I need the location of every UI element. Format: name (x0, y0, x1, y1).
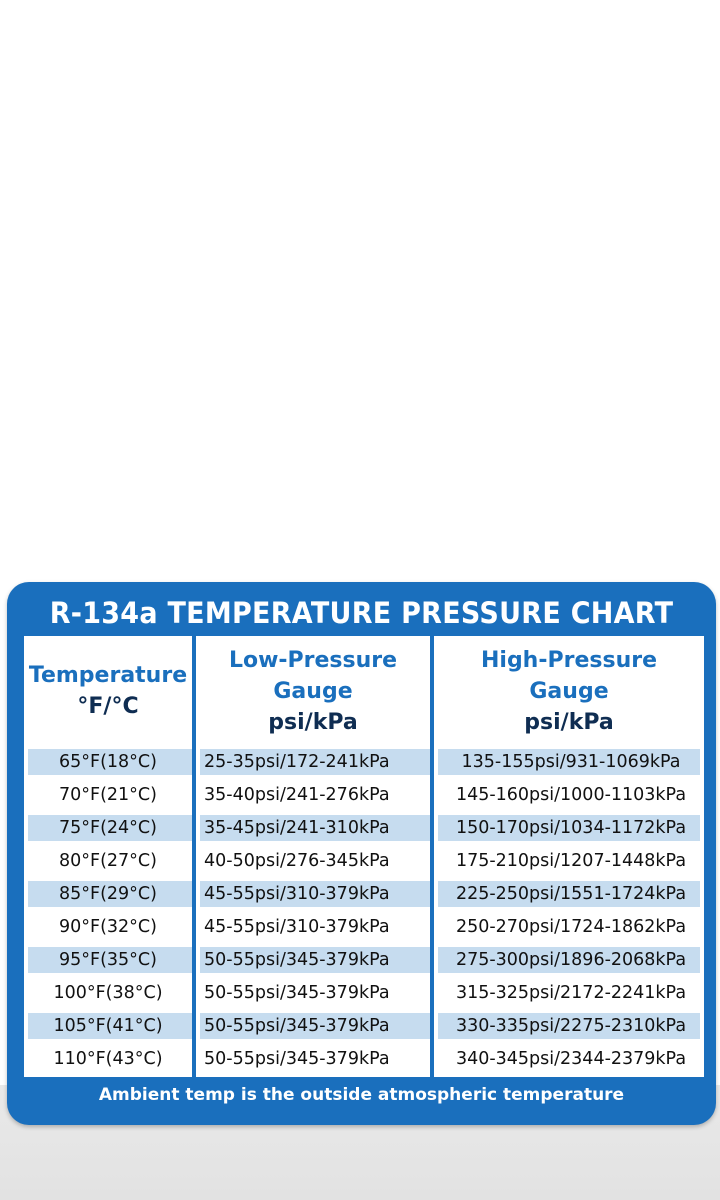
high-pressure-cell: 330-335psi/2275-2310kPa (455, 1016, 687, 1036)
high-pressure-header-gauge: Gauge (529, 678, 609, 704)
pressure-table (24, 636, 704, 1077)
high-pressure-column-header (434, 636, 704, 746)
high-pressure-cell: 225-250psi/1551-1724kPa (455, 884, 687, 904)
footer-note: Ambient temp is the outside atmospheric temperature (98, 1085, 625, 1105)
column-divider (192, 636, 196, 1077)
high-pressure-header-units: psi/kPa (524, 709, 614, 735)
low-pressure-cell: 50-55psi/345-379kPa (204, 983, 390, 1003)
high-pressure-header-label: High-Pressure (480, 647, 657, 673)
column-divider (430, 636, 434, 1077)
high-pressure-cell: 175-210psi/1207-1448kPa (455, 851, 687, 871)
temperature-cell: 80°F(27°C) (59, 851, 157, 871)
table-row (24, 1044, 704, 1074)
temperature-cell: 105°F(41°C) (53, 1016, 163, 1036)
low-pressure-column-header (196, 636, 430, 746)
temperature-cell: 100°F(38°C) (53, 983, 163, 1003)
low-pressure-header-gauge: Gauge (273, 678, 353, 704)
low-pressure-header-label: Low-Pressure (228, 647, 398, 673)
table-row (24, 912, 704, 942)
table-row (24, 945, 704, 975)
temperature-cell: 110°F(43°C) (53, 1049, 163, 1069)
table-row (24, 1011, 704, 1041)
high-pressure-cell: 135-155psi/931-1069kPa (461, 752, 681, 772)
low-pressure-cell: 40-50psi/276-345kPa (204, 851, 390, 871)
temperature-cell: 90°F(32°C) (59, 917, 157, 937)
table-row (24, 978, 704, 1008)
temperature-column-header (24, 636, 192, 746)
high-pressure-cell: 340-345psi/2344-2379kPa (455, 1049, 687, 1069)
table-row (24, 747, 704, 777)
temperature-header-label: Temperature (28, 663, 188, 688)
temperature-cell: 95°F(35°C) (59, 950, 157, 970)
temperature-cell: 75°F(24°C) (59, 818, 157, 838)
low-pressure-cell: 50-55psi/345-379kPa (204, 1016, 390, 1036)
high-pressure-cell: 150-170psi/1034-1172kPa (455, 818, 687, 838)
table-row (24, 780, 704, 810)
low-pressure-header-units: psi/kPa (268, 709, 358, 735)
high-pressure-cell: 275-300psi/1896-2068kPa (455, 950, 687, 970)
temperature-header-units: °F/°C (77, 694, 139, 719)
high-pressure-cell: 250-270psi/1724-1862kPa (455, 917, 687, 937)
temperature-cell: 70°F(21°C) (59, 785, 157, 805)
low-pressure-cell: 35-40psi/241-276kPa (204, 785, 390, 805)
low-pressure-cell: 35-45psi/241-310kPa (204, 818, 390, 838)
high-pressure-cell: 315-325psi/2172-2241kPa (455, 983, 687, 1003)
temperature-cell: 65°F(18°C) (59, 752, 157, 772)
low-pressure-cell: 45-55psi/310-379kPa (204, 917, 390, 937)
low-pressure-cell: 25-35psi/172-241kPa (204, 752, 390, 772)
temperature-cell: 85°F(29°C) (59, 884, 157, 904)
chart-title: R-134a TEMPERATURE PRESSURE CHART (49, 596, 674, 630)
low-pressure-cell: 45-55psi/310-379kPa (204, 884, 390, 904)
low-pressure-cell: 50-55psi/345-379kPa (204, 950, 390, 970)
table-row (24, 846, 704, 876)
high-pressure-cell: 145-160psi/1000-1103kPa (455, 785, 687, 805)
pressure-chart-card (7, 582, 716, 1125)
table-row (24, 879, 704, 909)
low-pressure-cell: 50-55psi/345-379kPa (204, 1049, 390, 1069)
table-row (24, 813, 704, 843)
